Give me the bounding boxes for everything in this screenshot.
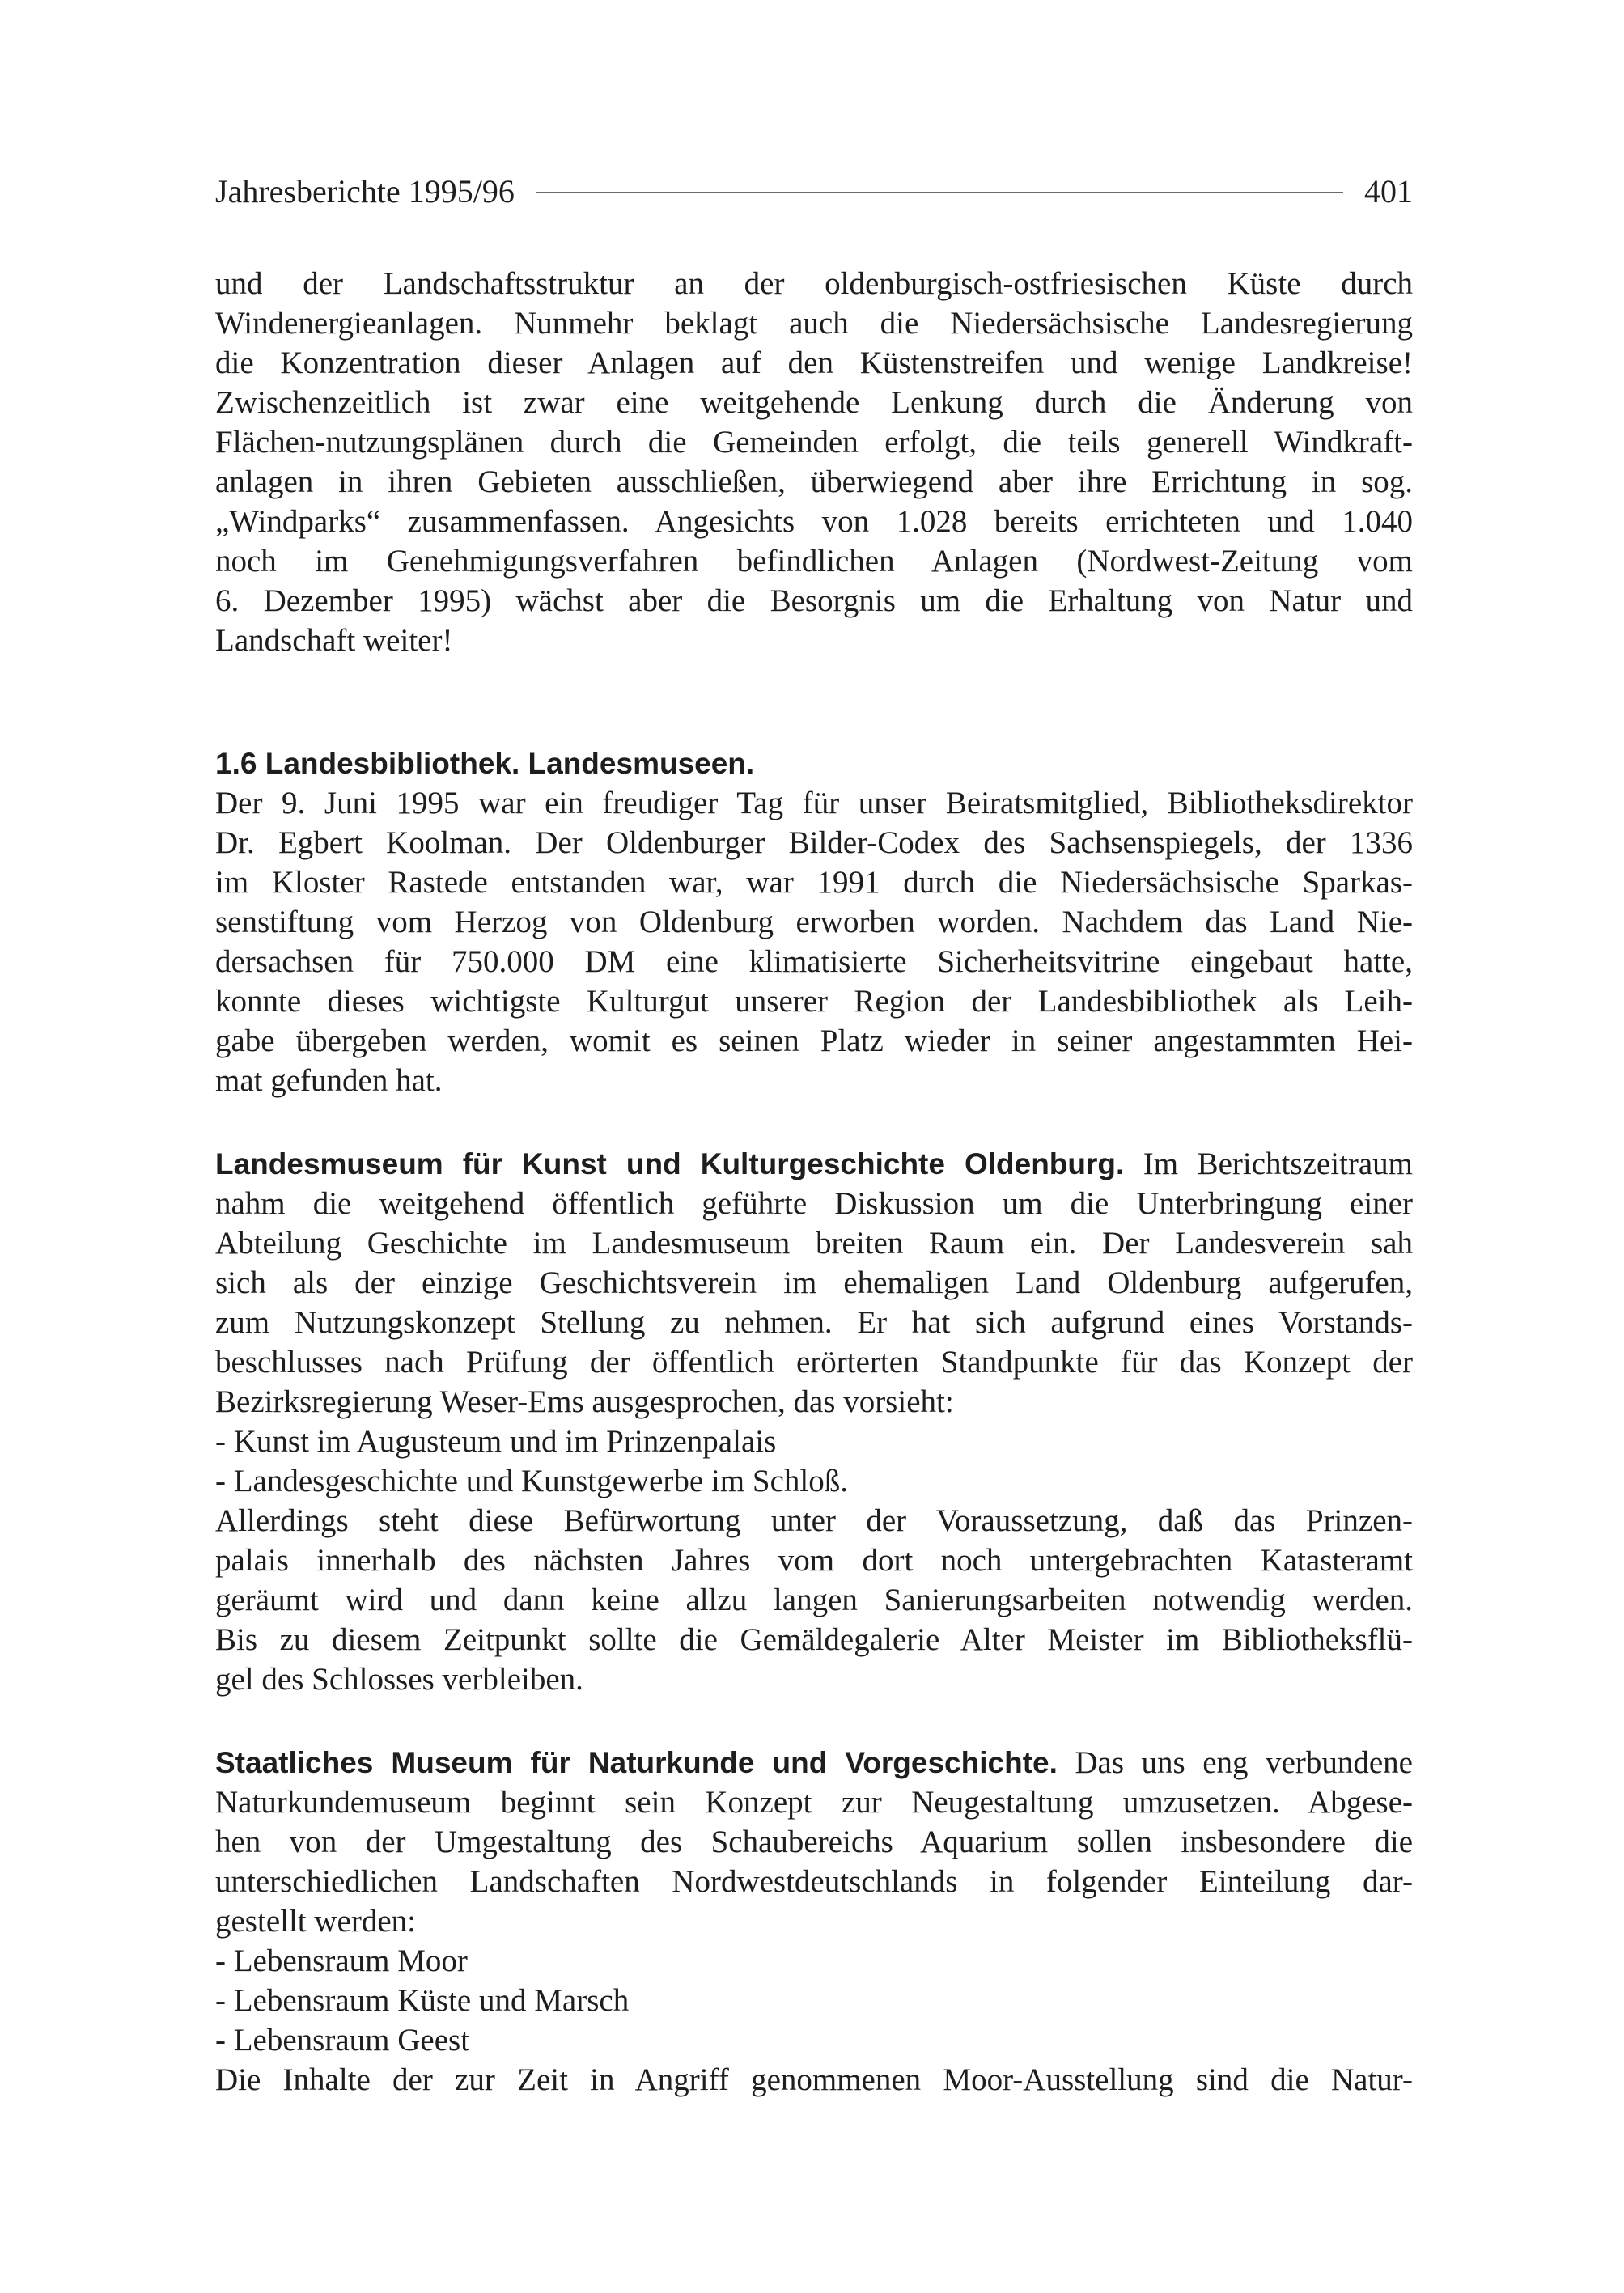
paragraph-line: im Kloster Rastede entstanden war, war 1991 durch die Niedersächsische Sparkas- xyxy=(215,865,1413,900)
run-in-heading: Landesmuseum für Kunst und Kulturgeschichte Oldenburg. xyxy=(215,1147,1125,1180)
list-item: - Lebensraum Küste und Marsch xyxy=(215,1983,630,2018)
paragraph-line: geräumt wird und dann keine allzu langen Sanierungsarbeiten notwendig werden. xyxy=(215,1583,1413,1617)
paragraph-line: Bis zu diesem Zeitpunkt sollte die Gemäldegalerie Alter Meister im Bibliotheksflü- xyxy=(215,1622,1413,1657)
run-in-heading: Staatliches Museum für Naturkunde und Vorgeschichte. xyxy=(215,1746,1058,1779)
paragraph-line: noch im Genehmigungsverfahren befindlichen Anlagen (Nordwest-Zeitung vom xyxy=(215,544,1413,579)
paragraph-line xyxy=(215,1743,1413,1782)
paragraph-line: mat gefunden hat. xyxy=(215,1063,443,1098)
paragraph-line: Flächen-nutzungsplänen durch die Gemeinden erfolgt, die teils generell Windkraft- xyxy=(215,425,1413,460)
paragraph-spacer xyxy=(215,1699,1413,1743)
list-item: - Landesgeschichte und Kunstgewerbe im Schloß. xyxy=(215,1464,848,1498)
run-in-continuation: Das uns eng verbundene xyxy=(1057,1745,1413,1780)
paragraph-line: Abteilung Geschichte im Landesmuseum breiten Raum ein. Der Landesverein sah xyxy=(215,1226,1413,1261)
paragraph-naturkunde xyxy=(215,1743,1413,2100)
paragraph-line: unterschiedlichen Landschaften Nordwestdeutschlands in folgender Einteilung dar- xyxy=(215,1864,1413,1899)
paragraph-line: Allerdings steht diese Befürwortung unter der Voraussetzung, daß das Prinzen- xyxy=(215,1503,1413,1538)
paragraph-line: dersachsen für 750.000 DM eine klimatisierte Sicherheitsvitrine eingebaut hatte, xyxy=(215,944,1413,979)
paragraph-spacer xyxy=(215,1100,1413,1144)
paragraph-line: anlagen in ihren Gebieten ausschließen, überwiegend aber ihre Errichtung in sog. xyxy=(215,464,1413,499)
paragraph-line: und der Landschaftsstruktur an der oldenburgisch-ostfriesischen Küste durch xyxy=(215,266,1413,301)
paragraph-line: Die Inhalte der zur Zeit in Angriff genommenen Moor-Ausstellung sind die Natur- xyxy=(215,2062,1413,2097)
paragraph-landesmuseum xyxy=(215,1144,1413,1699)
running-head-rule xyxy=(536,192,1343,193)
paragraph-line: zum Nutzungskonzept Stellung zu nehmen. Er hat sich aufgrund eines Vorstands- xyxy=(215,1305,1413,1340)
paragraph-line: nahm die weitgehend öffentlich geführte Diskussion um die Unterbringung einer xyxy=(215,1186,1413,1221)
run-in-continuation: Im Berichtszeitraum xyxy=(1124,1146,1413,1181)
paragraph-line: Dr. Egbert Koolman. Der Oldenburger Bilder-Codex des Sachsenspiegels, der 1336 xyxy=(215,825,1413,860)
paragraph-line: Windenergieanlagen. Nunmehr beklagt auch die Niedersächsische Landesregierung xyxy=(215,306,1413,341)
paragraph-line: Der 9. Juni 1995 war ein freudiger Tag für unser Beiratsmitglied, Bibliotheksdirektor xyxy=(215,786,1413,820)
paragraph-line: gel des Schlosses verbleiben. xyxy=(215,1662,583,1697)
paragraph-line: palais innerhalb des nächsten Jahres vom dort noch untergebrachten Katasteramt xyxy=(215,1543,1413,1578)
paragraph-line: gabe übergeben werden, womit es seinen Platz wieder in seiner angestammten Hei- xyxy=(215,1024,1413,1058)
paragraph-line: konnte dieses wichtigste Kulturgut unserer Region der Landesbibliothek als Leih- xyxy=(215,984,1413,1019)
paragraph-line: die Konzentration dieser Anlagen auf den Küstenstreifen und wenige Landkreise! xyxy=(215,345,1413,380)
paragraph-line: Zwischenzeitlich ist zwar eine weitgehende Lenkung durch die Änderung von xyxy=(215,385,1413,420)
running-head-title: Jahresberichte 1995/96 xyxy=(215,172,515,210)
section-spacer xyxy=(215,660,1413,744)
paragraph-line: Bezirksregierung Weser-Ems ausgesprochen, das vorsieht: xyxy=(215,1384,954,1419)
list-item: - Lebensraum Moor xyxy=(215,1943,468,1978)
paragraph-line: 6. Dezember 1995) wächst aber die Besorgnis um die Erhaltung von Natur und xyxy=(215,583,1413,618)
paragraph-line: sich als der einzige Geschichtsverein im ehemaligen Land Oldenburg aufgerufen, xyxy=(215,1265,1413,1300)
paragraph-line: „Windparks“ zusammenfassen. Angesichts von 1.028 bereits errichteten und 1.040 xyxy=(215,504,1413,539)
list-item: - Kunst im Augusteum und im Prinzenpalais xyxy=(215,1424,777,1459)
paragraph-line: beschlusses nach Prüfung der öffentlich erörterten Standpunkte für das Konzept der xyxy=(215,1345,1413,1380)
paragraph-line: gestellt werden: xyxy=(215,1904,416,1939)
section-landesbibliothek xyxy=(215,744,1413,1100)
paragraph-wind-energy xyxy=(215,264,1413,660)
section-heading: 1.6 Landesbibliothek. Landesmuseen. xyxy=(215,747,755,780)
running-head xyxy=(215,168,1413,214)
list-item: - Lebensraum Geest xyxy=(215,2023,470,2058)
paragraph-line: senstiftung vom Herzog von Oldenburg erworben worden. Nachdem das Land Nie- xyxy=(215,905,1413,939)
paragraph-line: Naturkundemuseum beginnt sein Konzept zur Neugestaltung umzusetzen. Abgese- xyxy=(215,1785,1413,1820)
page-number: 401 xyxy=(1364,172,1413,210)
text-column xyxy=(215,264,1413,2100)
paragraph-line: Landschaft weiter! xyxy=(215,623,453,658)
paragraph-line xyxy=(215,1144,1413,1184)
paragraph-line: hen von der Umgestaltung des Schaubereichs Aquarium sollen insbesondere die xyxy=(215,1825,1413,1859)
